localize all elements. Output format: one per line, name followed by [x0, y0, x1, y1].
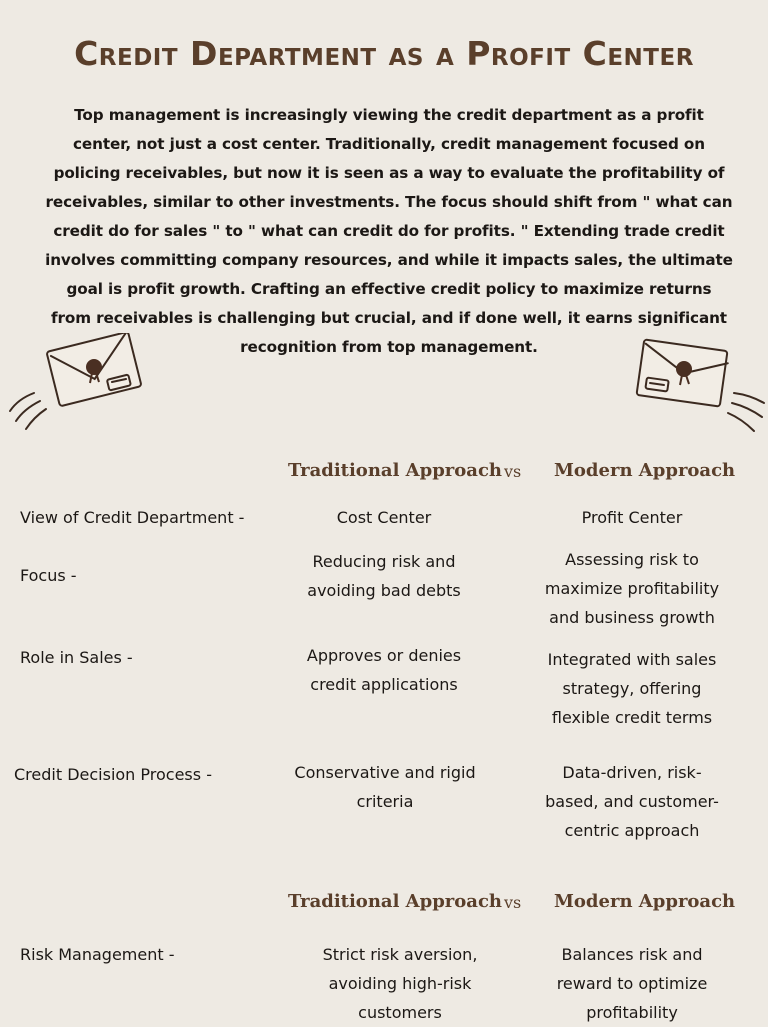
modern-value: Data-driven, risk-based, and customer-centric approach — [545, 763, 719, 840]
traditional-value: Approves or denies credit applications — [306, 646, 462, 694]
modern-approach-heading: Modern Approach — [554, 891, 736, 912]
traditional-value: Conservative and rigid criteria — [294, 763, 476, 811]
modern-value: Assessing risk to maximize profitability and business growth — [544, 550, 720, 627]
traditional-value: Cost Center — [336, 508, 432, 527]
modern-value: Profit Center — [581, 508, 683, 527]
versus-label: vs — [504, 462, 522, 481]
comparison-header — [0, 891, 768, 925]
traditional-approach-heading: Traditional Approach — [288, 460, 503, 481]
modern-approach-heading: Modern Approach — [554, 460, 736, 481]
row-label-credit-decision-process: Credit Decision Process - — [14, 765, 212, 784]
traditional-approach-heading: Traditional Approach — [288, 891, 503, 912]
traditional-value: Reducing risk and avoiding bad debts — [307, 552, 461, 600]
traditional-value: Strict risk aversion, avoiding high-risk customers — [322, 945, 478, 1022]
row-label-risk-management: Risk Management - — [20, 945, 175, 964]
intro-paragraph: Top management is increasingly viewing the credit department as a profit center, not just a cost center. Traditionally, credit management focused on policing receivables, but now it is seen as a way to evaluate the profitability of receivables, similar to other investments. The focus should shift from " what can credit do for sales " to " what can credit do for profits. " Extending trade credit involves committing company resources, and while it impacts sales, the ultimate goal is profit growth. Crafting an effective credit policy to maximize returns from receivables is challenging but crucial, and if done well, it earns significant recognition from top management. — [45, 106, 733, 356]
row-label-focus: Focus - — [20, 566, 77, 585]
comparison-header — [0, 460, 768, 494]
versus-label: vs — [504, 893, 522, 912]
row-label-role-in-sales: Role in Sales - — [20, 648, 133, 667]
envelope-icon — [4, 333, 146, 433]
page-title: Credit Department as a Profit Center — [74, 34, 694, 73]
modern-value: Integrated with sales strategy, offering flexible credit terms — [547, 650, 717, 727]
modern-value: Balances risk and reward to optimize profitability — [556, 945, 708, 1022]
row-label-view-of-credit-department: View of Credit Department - — [20, 508, 245, 527]
envelope-icon — [630, 333, 768, 433]
